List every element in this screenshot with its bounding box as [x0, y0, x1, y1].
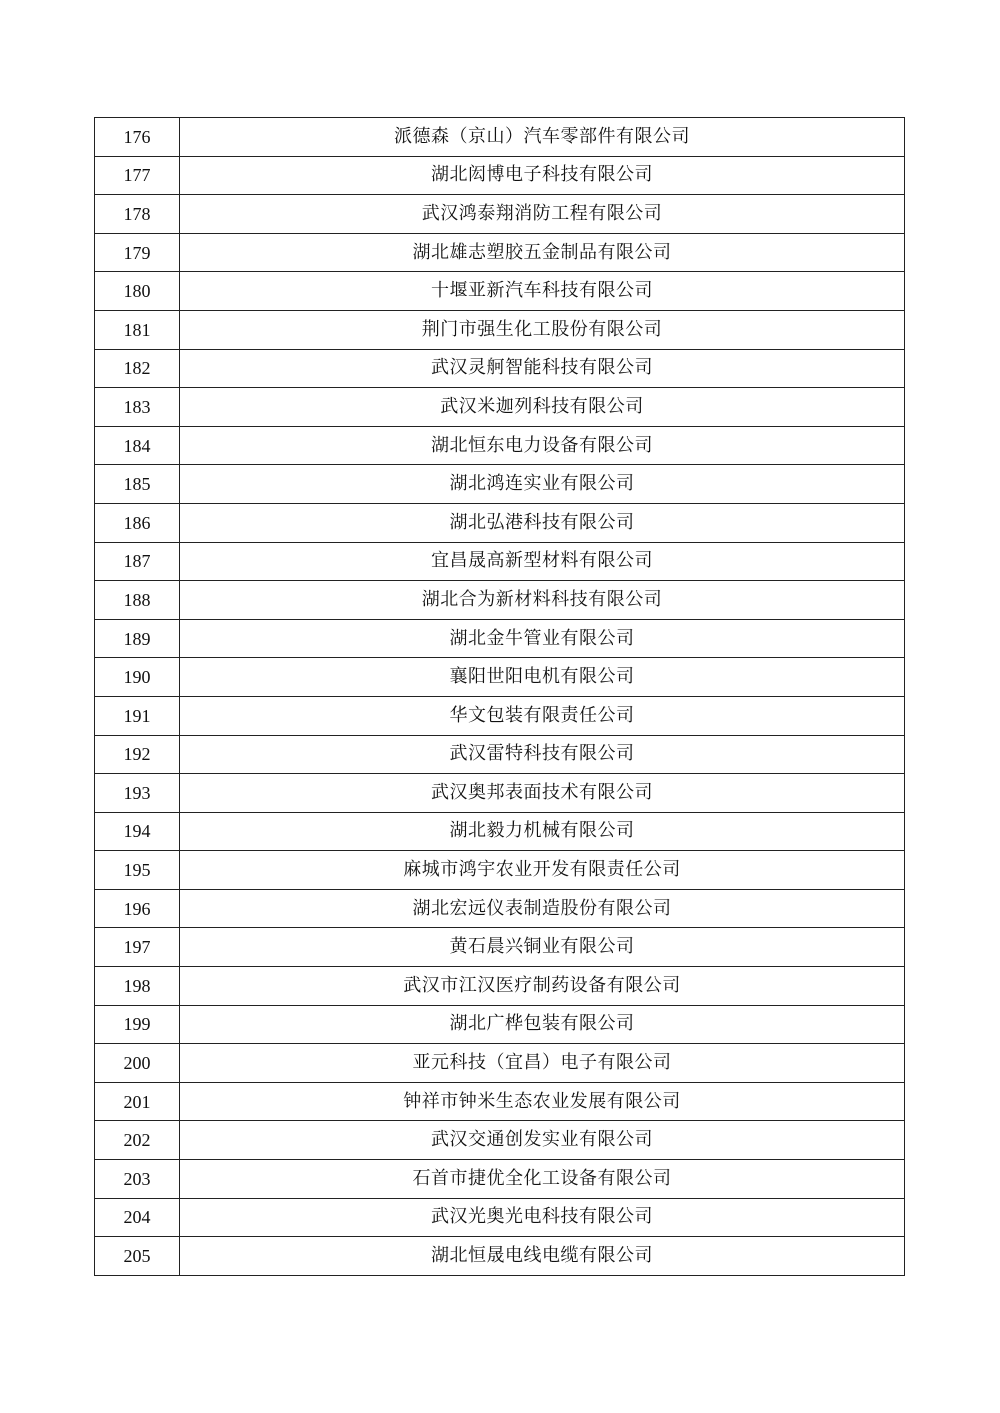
- company-name: 荆门市强生化工股份有限公司: [180, 310, 905, 349]
- table-row: [95, 735, 905, 774]
- row-number: 199: [95, 1005, 180, 1044]
- row-number: 200: [95, 1044, 180, 1083]
- row-number: 198: [95, 967, 180, 1006]
- row-number: 188: [95, 581, 180, 620]
- table-row: [95, 658, 905, 697]
- company-name: 襄阳世阳电机有限公司: [180, 658, 905, 697]
- table-row: [95, 310, 905, 349]
- row-number: 191: [95, 696, 180, 735]
- company-name: 石首市捷优全化工设备有限公司: [180, 1160, 905, 1199]
- company-name: 华文包装有限责任公司: [180, 696, 905, 735]
- row-number: 182: [95, 349, 180, 388]
- table-row: [95, 851, 905, 890]
- company-name: 麻城市鸿宇农业开发有限责任公司: [180, 851, 905, 890]
- company-name: 武汉市江汉医疗制药设备有限公司: [180, 967, 905, 1006]
- company-name: 湖北金牛管业有限公司: [180, 619, 905, 658]
- row-number: 196: [95, 889, 180, 928]
- row-number: 187: [95, 542, 180, 581]
- table-row: [95, 465, 905, 504]
- company-list-body: [95, 118, 905, 1276]
- row-number: 203: [95, 1160, 180, 1199]
- row-number: 184: [95, 426, 180, 465]
- company-name: 湖北恒东电力设备有限公司: [180, 426, 905, 465]
- table-row: [95, 967, 905, 1006]
- table-row: [95, 1044, 905, 1083]
- company-name: 湖北合为新材料科技有限公司: [180, 581, 905, 620]
- company-name: 十堰亚新汽车科技有限公司: [180, 272, 905, 311]
- row-number: 183: [95, 388, 180, 427]
- table-row: [95, 774, 905, 813]
- row-number: 192: [95, 735, 180, 774]
- row-number: 180: [95, 272, 180, 311]
- table-row: [95, 928, 905, 967]
- company-name: 武汉米迦列科技有限公司: [180, 388, 905, 427]
- table-row: [95, 812, 905, 851]
- table-row: [95, 889, 905, 928]
- company-name: 黄石晨兴铜业有限公司: [180, 928, 905, 967]
- row-number: 186: [95, 503, 180, 542]
- table-row: [95, 272, 905, 311]
- table-row: [95, 542, 905, 581]
- row-number: 197: [95, 928, 180, 967]
- row-number: 193: [95, 774, 180, 813]
- company-name: 湖北毅力机械有限公司: [180, 812, 905, 851]
- company-name: 湖北鸿连实业有限公司: [180, 465, 905, 504]
- table-row: [95, 156, 905, 195]
- company-list-table: [94, 117, 905, 1276]
- table-row: [95, 1198, 905, 1237]
- company-name: 钟祥市钟米生态农业发展有限公司: [180, 1082, 905, 1121]
- table-row: [95, 1237, 905, 1276]
- row-number: 181: [95, 310, 180, 349]
- table-row: [95, 1082, 905, 1121]
- row-number: 176: [95, 118, 180, 157]
- company-name: 湖北广桦包装有限公司: [180, 1005, 905, 1044]
- company-name: 武汉鸿泰翔消防工程有限公司: [180, 195, 905, 234]
- row-number: 185: [95, 465, 180, 504]
- table-row: [95, 619, 905, 658]
- row-number: 201: [95, 1082, 180, 1121]
- row-number: 189: [95, 619, 180, 658]
- row-number: 195: [95, 851, 180, 890]
- company-name: 武汉光奥光电科技有限公司: [180, 1198, 905, 1237]
- row-number: 204: [95, 1198, 180, 1237]
- table-row: [95, 1160, 905, 1199]
- row-number: 178: [95, 195, 180, 234]
- table-row: [95, 696, 905, 735]
- row-number: 179: [95, 233, 180, 272]
- table-row: [95, 1121, 905, 1160]
- row-number: 190: [95, 658, 180, 697]
- row-number: 194: [95, 812, 180, 851]
- company-name: 武汉雷特科技有限公司: [180, 735, 905, 774]
- row-number: 205: [95, 1237, 180, 1276]
- company-name: 武汉奥邦表面技术有限公司: [180, 774, 905, 813]
- table-row: [95, 503, 905, 542]
- table-row: [95, 233, 905, 272]
- company-name: 湖北弘港科技有限公司: [180, 503, 905, 542]
- table-row: [95, 118, 905, 157]
- company-name: 派德森（京山）汽车零部件有限公司: [180, 118, 905, 157]
- table-row: [95, 1005, 905, 1044]
- table-row: [95, 426, 905, 465]
- company-name: 湖北宏远仪表制造股份有限公司: [180, 889, 905, 928]
- row-number: 202: [95, 1121, 180, 1160]
- company-name: 亚元科技（宜昌）电子有限公司: [180, 1044, 905, 1083]
- company-name: 武汉交通创发实业有限公司: [180, 1121, 905, 1160]
- company-name: 湖北雄志塑胶五金制品有限公司: [180, 233, 905, 272]
- company-name: 武汉灵舸智能科技有限公司: [180, 349, 905, 388]
- table-row: [95, 195, 905, 234]
- table-row: [95, 581, 905, 620]
- company-name: 宜昌晟高新型材料有限公司: [180, 542, 905, 581]
- company-name: 湖北闳博电子科技有限公司: [180, 156, 905, 195]
- table-row: [95, 388, 905, 427]
- table-row: [95, 349, 905, 388]
- company-name: 湖北恒晟电线电缆有限公司: [180, 1237, 905, 1276]
- row-number: 177: [95, 156, 180, 195]
